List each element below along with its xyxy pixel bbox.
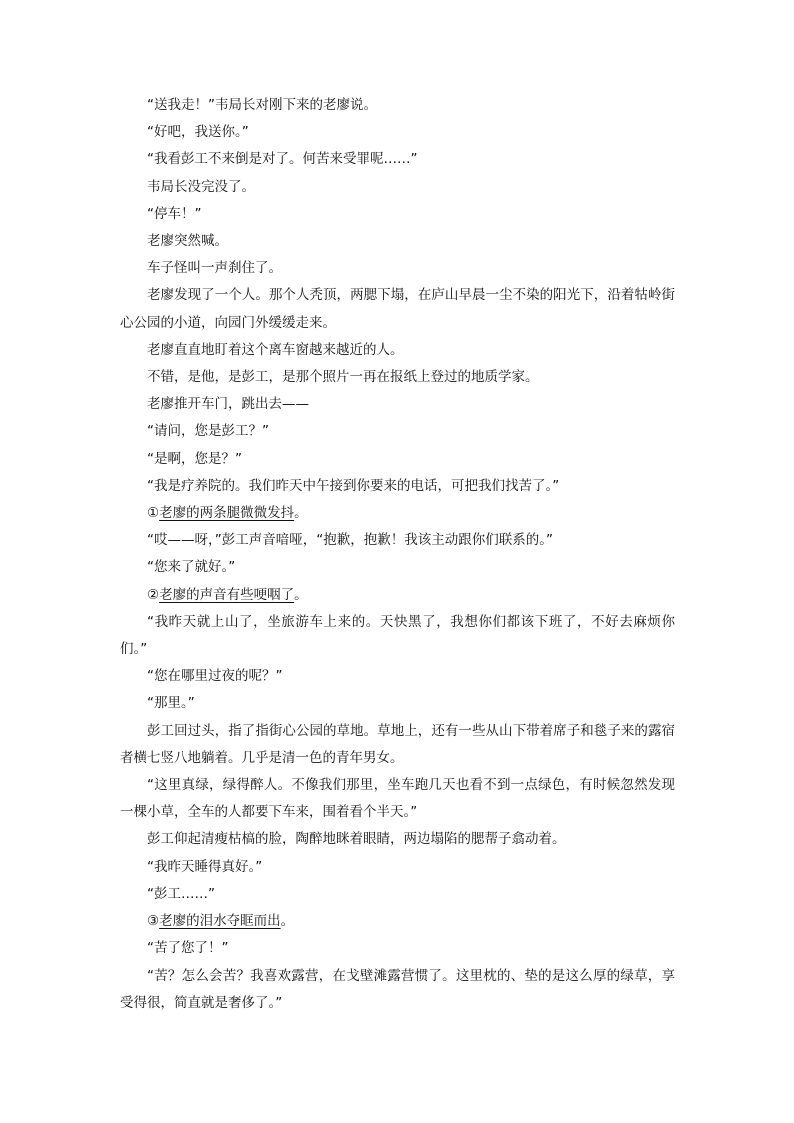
marked-sentence-1 — [120, 500, 675, 527]
paragraph: 彭工仰起清瘦枯槁的脸，陶醉地眯着眼睛，两边塌陷的腮帮子翕动着。 — [147, 831, 566, 848]
marker-number: ① — [147, 505, 160, 522]
marker-number: ② — [147, 586, 160, 603]
paragraph: “苦了您了！” — [147, 940, 229, 957]
paragraph: 老廖推开车门，跳出去—— — [147, 396, 309, 413]
paragraph: “我昨天就上山了，坐旅游车上来的。天快黑了，我想你们都该下班了，不好去麻烦你们。” — [120, 613, 675, 658]
paragraph: “这里真绿，绿得醉人。不像我们那里，坐车跑几天也看不到一点绿色，有时候忽然发现一棵小草，全车的人都要下车来，围着看个半天。” — [120, 777, 675, 821]
paragraph: “我是疗养院的。我们昨天中午接到你要来的电话，可把我们找苦了。” — [147, 477, 560, 494]
paragraph: 老廖突然喊。 — [147, 233, 228, 250]
paragraph: “请问，您是彭工？” — [147, 423, 269, 440]
underlined-sentence: 老廖的声音有些哽咽了 — [159, 586, 295, 603]
marked-sentence-3 — [120, 908, 675, 935]
paragraph: “送我走！”韦局长对刚下来的老廖说。 — [147, 97, 377, 113]
paragraph: 老廖直直地盯着这个离车窗越来越近的人。 — [147, 341, 404, 358]
marker-number: ③ — [147, 913, 160, 930]
paragraph: “停车！” — [147, 205, 202, 222]
paragraph: “苦？怎么会苦？我喜欢露营，在戈壁滩露营惯了。这里枕的、垫的是这么厚的绿草，享受得很，简直就是奢侈了。” — [120, 967, 675, 1011]
paragraph: 彭工回过头，指了指街心公园的草地。草地上，还有一些从山下带着席子和毯子来的露宿者横七竖八地躺着。几乎是清一色的青年男女。 — [120, 722, 675, 766]
underlined-sentence: 老廖的两条腿微微发抖 — [159, 505, 295, 522]
paragraph: “彭工……” — [147, 885, 215, 902]
paragraph: 不错，是他，是彭工，是那个照片一再在报纸上登过的地质学家。 — [147, 369, 539, 386]
sentence-end: 。 — [294, 505, 308, 522]
sentence-end: 。 — [294, 586, 308, 603]
paragraph: “好吧，我送你。” — [147, 124, 249, 141]
paragraph: 车子怪叫一声刹住了。 — [147, 260, 282, 277]
paragraph: “是啊，您是？” — [147, 450, 242, 467]
marked-sentence-2 — [120, 582, 675, 609]
paragraph: “您来了就好。” — [147, 559, 236, 576]
document-page — [120, 92, 675, 1017]
paragraph: “您在哪里过夜的呢？” — [147, 668, 283, 685]
paragraph: “我昨天睡得真好。” — [147, 858, 263, 875]
sentence-end: 。 — [280, 913, 295, 930]
paragraph: “哎——呀，”彭工声音喑哑，“抱歉，抱歉！我该主动跟你们联系的。” — [147, 532, 553, 549]
paragraph: “我看彭工不来倒是对了。何苦来受罪呢……” — [147, 151, 418, 168]
paragraph: 老廖发现了一个人。那个人秃顶，两腮下塌，在庐山早晨一尘不染的阳光下，沿着牯岭街心公园的小道，向园门外缓缓走来。 — [120, 287, 675, 331]
paragraph: “那里。” — [147, 695, 195, 712]
underlined-sentence: 老廖的泪水夺眶而出 — [159, 913, 281, 930]
paragraph: 韦局长没完没了。 — [147, 178, 255, 195]
